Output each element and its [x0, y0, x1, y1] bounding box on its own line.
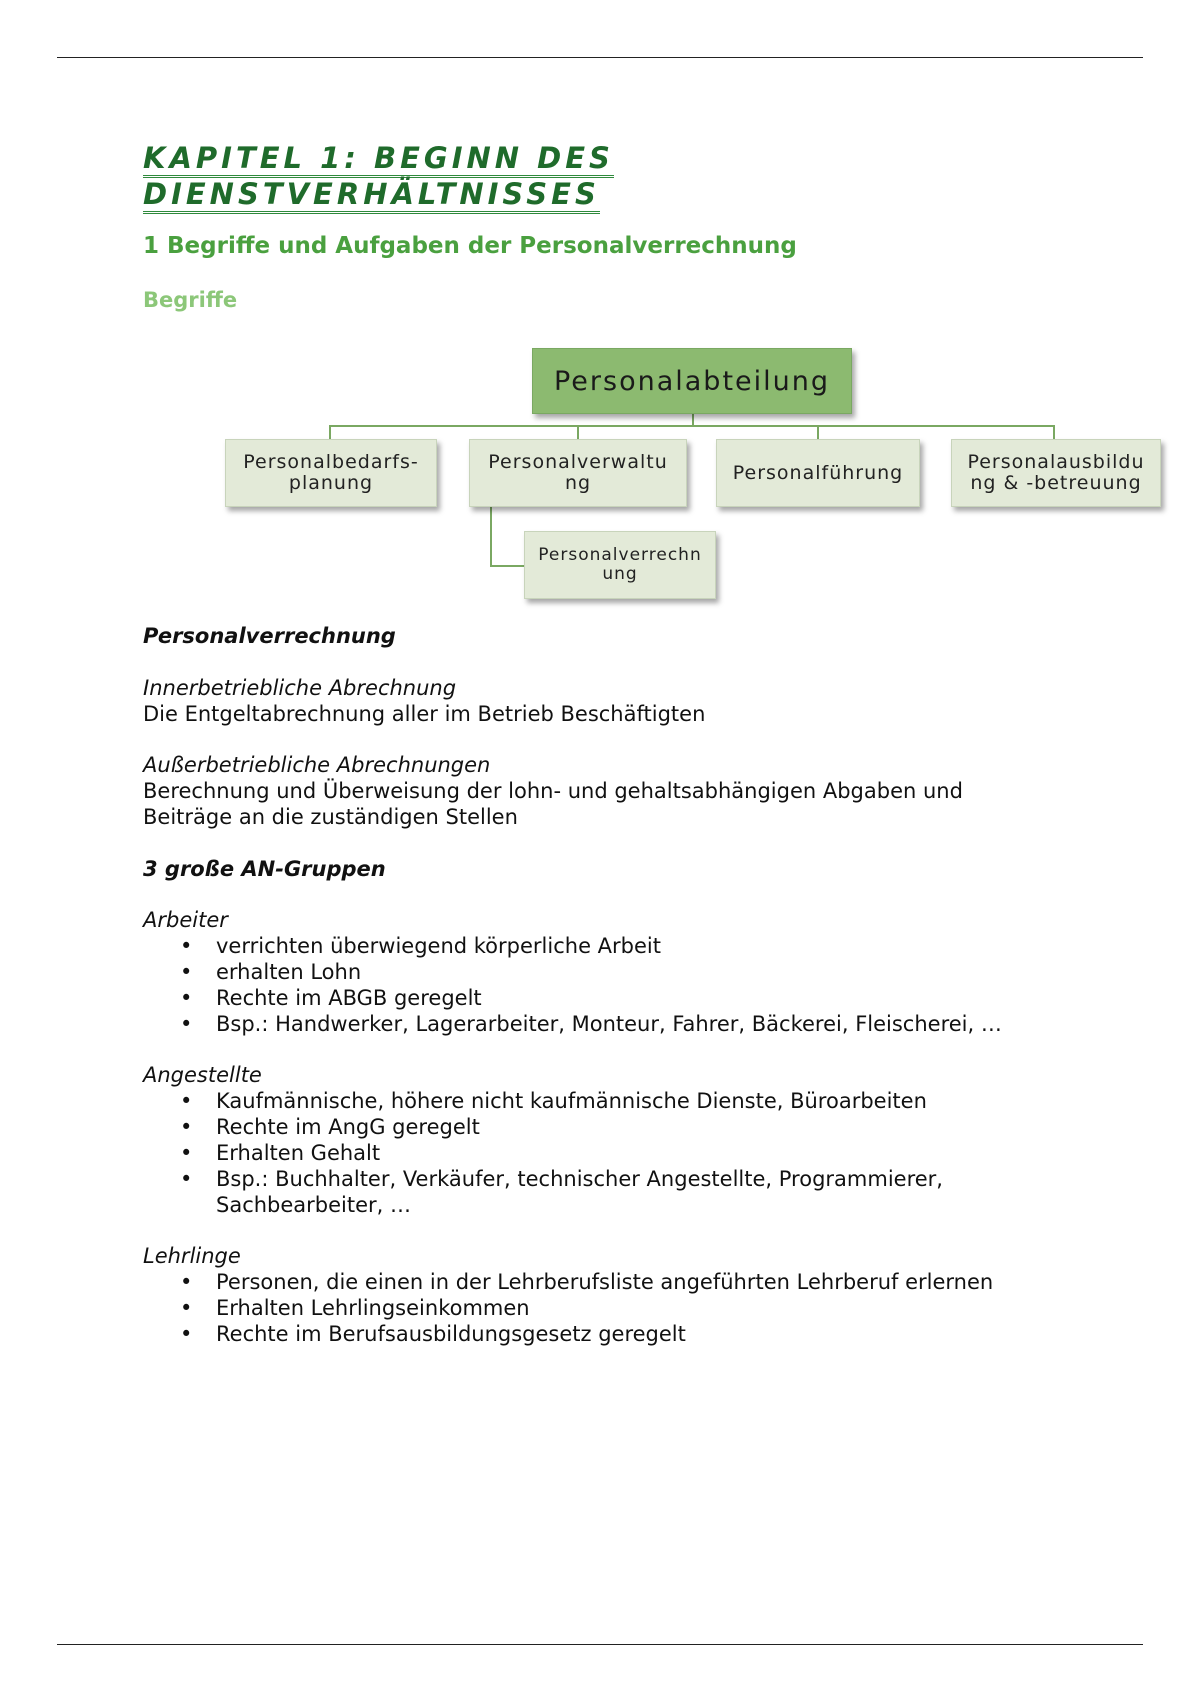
personalverrechnung-heading: Personalverrechnung — [143, 624, 396, 648]
group-list-angestellte — [143, 1088, 1063, 1218]
term-innerbetrieblich: Innerbetriebliche Abrechnung — [143, 676, 457, 700]
org-node-grandchild: Personalverrechn ung — [524, 531, 716, 599]
group-name-arbeiter: Arbeiter — [143, 908, 228, 932]
connector-root — [692, 413, 694, 426]
text-ausserbetrieblich: Berechnung und Überweisung der lohn- und gehaltsabhängigen Abgaben und Beiträge an die zuständigen Stellen — [143, 779, 963, 829]
connector-grandchild-h — [490, 565, 524, 567]
org-node-child-2: Personalverwaltu ng — [469, 439, 687, 507]
chapter-title-line-2: DIENSTVERHÄLTNISSES — [143, 177, 600, 214]
list-item: • Personen, die einen in der Lehrberufsliste angeführten Lehrberuf erlernen — [143, 1269, 1103, 1295]
footer-rule — [57, 1644, 1143, 1645]
connector-child-4 — [1053, 425, 1055, 439]
connector-horizontal — [329, 425, 1054, 427]
section-heading: 1 Begriffe und Aufgaben der Personalverrechnung — [143, 233, 797, 259]
connector-child-1 — [329, 425, 331, 439]
connector-child-2 — [577, 425, 579, 439]
connector-grandchild-v — [490, 505, 492, 566]
list-item: • Erhalten Gehalt — [143, 1140, 1063, 1166]
list-item: • Bsp.: Buchhalter, Verkäufer, technischer Angestellte, Programmierer, Sachbearbeiter, … — [143, 1166, 1063, 1218]
chapter-title — [143, 140, 614, 212]
list-item: • Rechte im AngG geregelt — [143, 1114, 1063, 1140]
connector-child-3 — [817, 425, 819, 439]
list-item: • erhalten Lohn — [143, 959, 1103, 985]
org-node-root: Personalabteilung — [532, 348, 852, 414]
list-item: • verrichten überwiegend körperliche Arbeit — [143, 933, 1103, 959]
group-list-arbeiter — [143, 933, 1103, 1037]
group-name-angestellte: Angestellte — [143, 1063, 262, 1087]
group-name-lehrlinge: Lehrlinge — [143, 1244, 241, 1268]
list-item: • Bsp.: Handwerker, Lagerarbeiter, Monteur, Fahrer, Bäckerei, Fleischerei, … — [143, 1011, 1103, 1037]
list-item: • Kaufmännische, höhere nicht kaufmännische Dienste, Büroarbeiten — [143, 1088, 1063, 1114]
org-node-child-4: Personalausbildu ng & -betreuung — [951, 439, 1161, 507]
org-node-child-1: Personalbedarfs- planung — [225, 439, 437, 507]
list-item: • Rechte im Berufsausbildungsgesetz geregelt — [143, 1321, 1103, 1347]
an-gruppen-heading: 3 große AN-Gruppen — [143, 857, 386, 881]
header-rule — [57, 57, 1143, 58]
personalverrechnung-section — [143, 623, 1103, 830]
an-gruppen-section — [143, 856, 1103, 1347]
term-ausserbetrieblich: Außerbetriebliche Abrechnungen — [143, 753, 491, 777]
org-node-child-3: Personalführung — [716, 439, 920, 507]
group-list-lehrlinge — [143, 1269, 1103, 1347]
text-innerbetrieblich: Die Entgeltabrechnung aller im Betrieb Beschäftigten — [143, 702, 706, 726]
list-item: • Erhalten Lehrlingseinkommen — [143, 1295, 1103, 1321]
sub-heading-begriffe: Begriffe — [143, 288, 238, 312]
chapter-title-line-1: KAPITEL 1: BEGINN DES — [143, 141, 614, 178]
list-item: • Rechte im ABGB geregelt — [143, 985, 1103, 1011]
